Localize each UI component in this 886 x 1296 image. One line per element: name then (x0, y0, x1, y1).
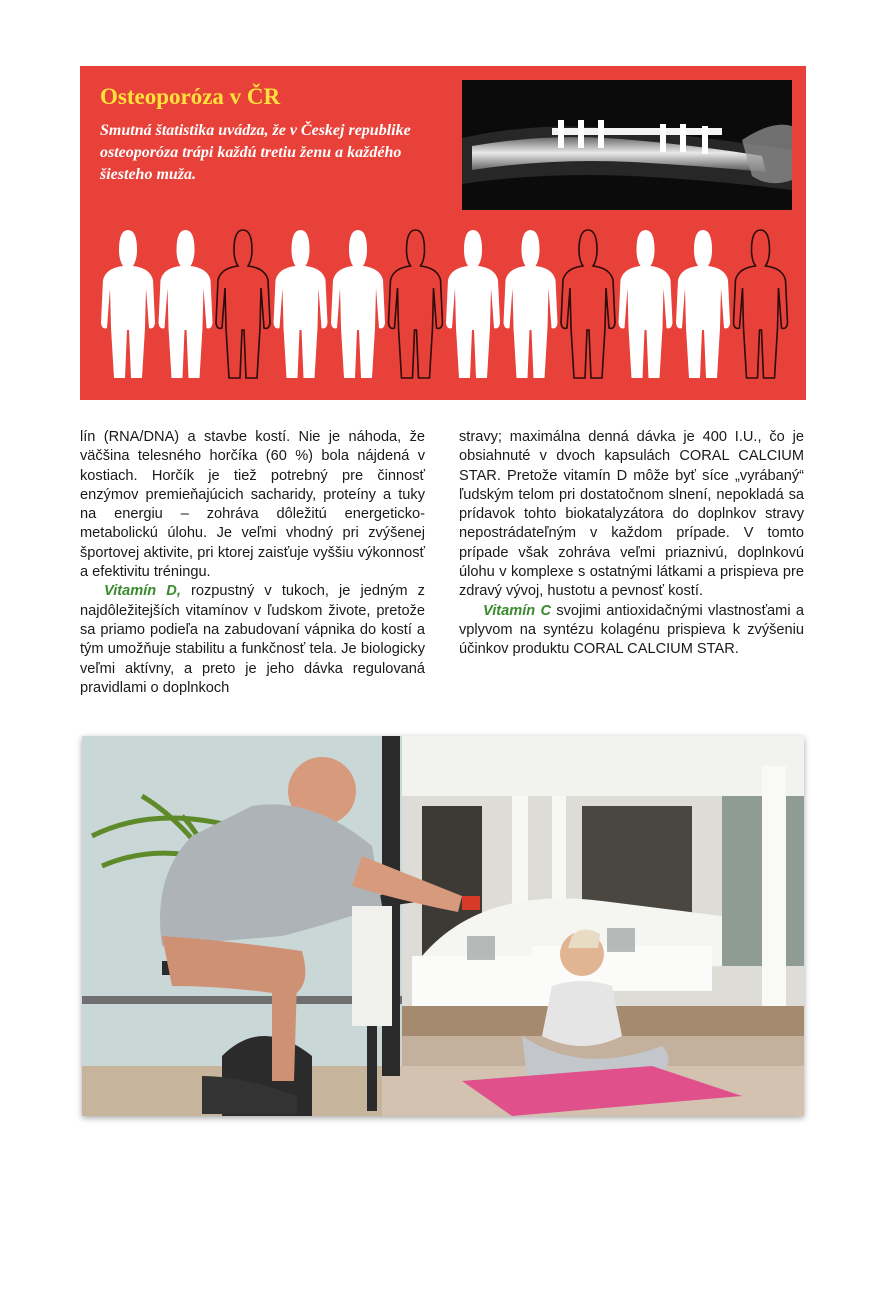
person-figure-solid (274, 230, 328, 378)
osteoporosis-banner (80, 66, 806, 400)
exercise-photo (82, 736, 804, 1116)
person-figure-solid (159, 230, 213, 378)
person-figure-outline (389, 230, 443, 378)
person-figure-solid (446, 230, 500, 378)
xray-image (462, 80, 792, 210)
vitamin-d-heading: Vitamín D, (104, 583, 181, 600)
paragraph-text: rozpustný v tukoch, je jedným z najdôležitejších vitamínov v ľudskom živote, pretože sa priamo podieľa na zabudovaní vápnika do kostí a tým umožňuje stabilitu a funkčnosť tela. Je biologicky veľmi aktívny, a preto je jeho dávka regulovaná pravidlami o doplnkoch (80, 583, 425, 696)
person-figure-solid (504, 230, 558, 378)
person-figure-outline (216, 230, 270, 378)
banner-subtitle: Smutná štatistika uvádza, že v Českej republike osteoporóza trápi každú tretiu ženu a každého šiesteho muža. (100, 122, 411, 183)
paragraph: stravy; maximálna denná dávka je 400 I.U., čo je obsiahnuté v dvoch kapsulách CORAL CALCIUM STAR. Pretože vitamín D môže byť síce „vyrábaný“ ľudským telom pri dostatočnom slnení, nepokladá sa prídavok tohto biokatalyzátora do doplnkov stravy nepostrádateľným v každom prípade. V tomto prípade však zohráva veľmi priaznivú, doplnkovú úlohu v komplexe s ostatnými látkami a prispieva pre zdravý vývoj, hustotu a pevnosť kostí. (459, 429, 804, 600)
person-figure-solid (331, 230, 385, 378)
person-figure-solid (676, 230, 730, 378)
left-text-column (80, 428, 425, 698)
paragraph-text: svojimi antioxidačnými vlastnosťami a vplyvom na syntézu kolagénu prispieva k zvýšeniu účinkov produktu CORAL CALCIUM STAR. (459, 602, 804, 658)
person-figure-solid (619, 230, 673, 378)
paragraph (459, 602, 804, 660)
right-text-column (459, 428, 804, 660)
person-figure-outline (734, 230, 788, 378)
population-figures (98, 228, 798, 388)
person-figure-solid (101, 230, 155, 378)
paragraph (80, 582, 425, 698)
person-figure-outline (561, 230, 615, 378)
paragraph: lín (RNA/DNA) a stavbe kostí. Nie je náhoda, že väčšina telesného horčíka (60 %) bola nájdená v kostiach. Horčík je tiež potrebný pre činnosť enzýmov premieňajúcich sacharidy, proteíny a tuky na energiu – zohráva dôležitú energeticko-metabolickú úlohu. Je veľmi vhodný pri zvýšenej športovej aktivite, pri ktorej zaisťuje vyššiu výkonnosť a efektivitu tréningu. (80, 429, 425, 581)
vitamin-c-heading: Vitamín C (483, 602, 552, 619)
banner-title: Osteoporóza v ČR (100, 84, 281, 109)
